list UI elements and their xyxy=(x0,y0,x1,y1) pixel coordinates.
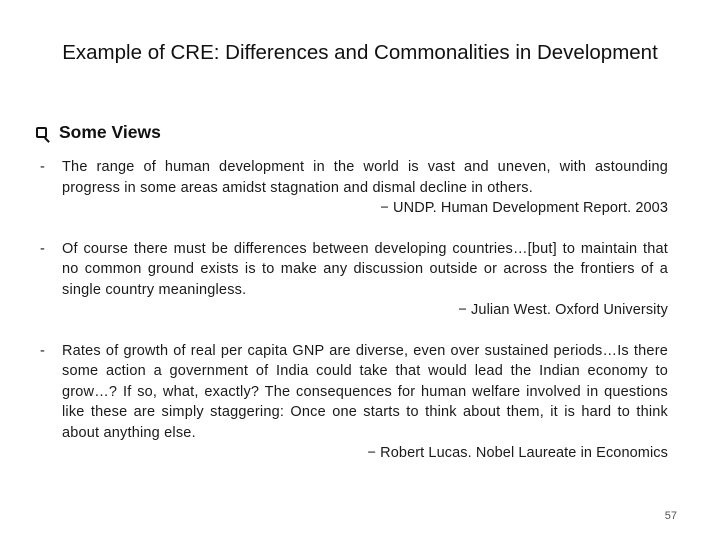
quote-text: The range of human development in the world is vast and uneven, with astounding progress in some areas amidst stagnation and dismal decline in others. xyxy=(62,159,668,196)
dash-bullet: - xyxy=(40,159,45,175)
quote-item xyxy=(40,341,668,464)
quote-source: − UNDP. Human Development Report. 2003 xyxy=(380,200,668,216)
quote-source: − Julian West. Oxford University xyxy=(458,302,668,318)
square-bullet-icon xyxy=(36,127,47,138)
dash-bullet: - xyxy=(40,342,45,359)
dash-bullet: - xyxy=(40,240,45,257)
section-heading-label: Some Views xyxy=(59,122,161,142)
quote-list xyxy=(40,157,668,484)
quote-item xyxy=(40,157,668,219)
quote-item xyxy=(40,239,668,321)
section-heading xyxy=(36,122,161,143)
page-number: 57 xyxy=(664,510,677,522)
slide-title: Example of CRE: Differences and Commonalities in Development xyxy=(62,41,658,64)
quote-source: − Robert Lucas. Nobel Laureate in Economics xyxy=(367,445,668,461)
quote-text: Of course there must be differences between developing countries…[but] to maintain that no common ground exists is to make any discussion outside or across the frontiers of a single country meaningless. xyxy=(62,240,668,298)
quote-text: Rates of growth of real per capita GNP are diverse, even over sustained periods…Is there some action a government of India could take that would lead the Indian economy to grow…? If so, what, exactly? The consequences for human welfare involved in questions like these are simply staggering: Once one starts to think about them, it is hard to think about anything else. xyxy=(62,342,668,441)
